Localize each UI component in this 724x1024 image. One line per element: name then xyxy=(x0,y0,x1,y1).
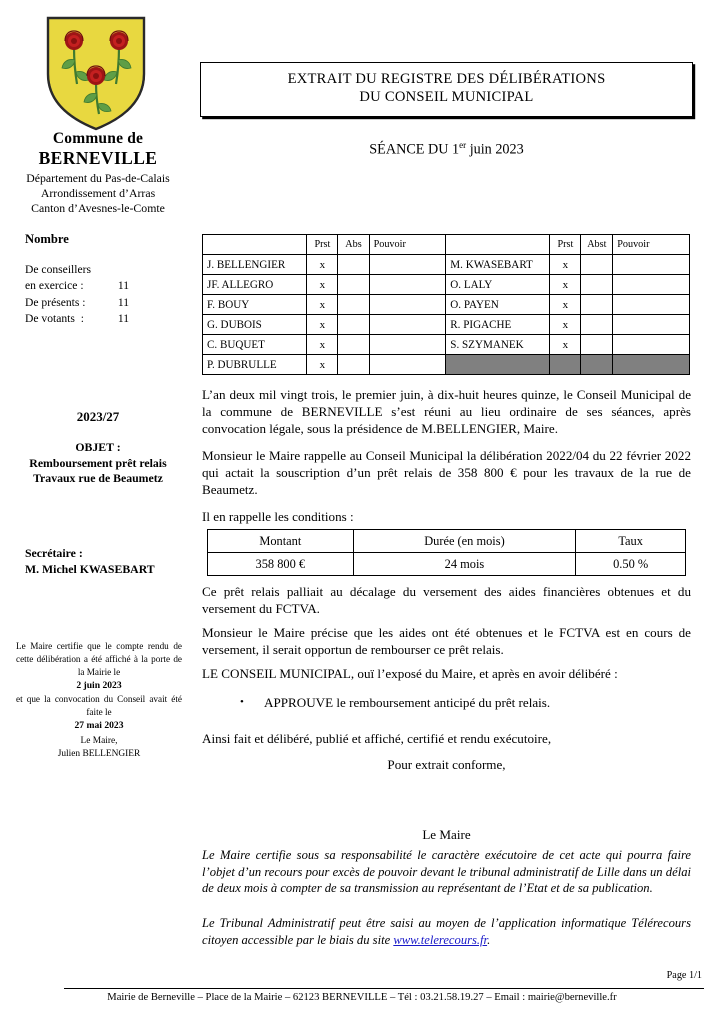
cell-right-abs xyxy=(581,295,613,315)
resolutions-list xyxy=(202,694,691,711)
page-number: Page 1/1 xyxy=(666,970,702,981)
legal-notice-paragraph-1: Le Maire certifie sous sa responsabilité le caractère exécutoire de cet acte qui pourra faire l’objet d’un recours pour excès de pouvoir devant le tribunal administratif de Lille dans un délai de deux mois à compter de sa transmission au représentant de l’Etat et de sa publication. xyxy=(202,848,691,896)
value-taux: 0.50 % xyxy=(576,553,686,576)
cell-left-name: C. BUQUET xyxy=(203,335,307,355)
cell-left-pouvoir xyxy=(369,315,446,335)
cell-left-name: JF. ALLEGRO xyxy=(203,275,307,295)
cell-left-name: G. DUBOIS xyxy=(203,315,307,335)
cell-right-prst: x xyxy=(550,275,581,295)
nombre-label-exercice: en exercice : xyxy=(25,279,84,293)
nombre-value-votants: 11 xyxy=(117,312,129,326)
certification-block xyxy=(16,640,182,733)
header-left-name xyxy=(203,235,307,255)
secretaire-name: M. Michel KWASEBART xyxy=(25,561,155,576)
cell-right-abs xyxy=(581,275,613,295)
nombre-label-presents: De présents : xyxy=(25,295,86,309)
cell-left-name: F. BOUY xyxy=(203,295,307,315)
cell-right-name: O. LALY xyxy=(446,275,550,295)
left-sidebar-column xyxy=(0,0,196,1024)
list-item xyxy=(202,694,691,711)
cell-right-name: M. KWASEBART xyxy=(446,255,550,275)
paragraph-pour-extrait: Pour extrait conforme, xyxy=(387,757,506,772)
cell-right-pouvoir xyxy=(613,275,690,295)
secretaire-block xyxy=(25,546,155,578)
table-header-row xyxy=(208,530,686,553)
header-left-prst: Prst xyxy=(307,235,338,255)
cell-right-pouvoir xyxy=(613,255,690,275)
header-right-abs: Abst xyxy=(581,235,613,255)
cell-left-prst: x xyxy=(307,315,338,335)
attendance-table-body xyxy=(203,255,690,375)
cell-right-pouvoir-empty xyxy=(613,355,690,375)
commune-canton: Canton d’Avesnes-le-Comte xyxy=(31,201,165,216)
attendance-table xyxy=(202,234,690,375)
cell-left-abs xyxy=(338,295,369,315)
legal-notice-text-before: Le Tribunal Administratif peut être saisi au moyen de l’application informatique Télérecours citoyen accessible par le biais du site xyxy=(202,916,691,947)
paragraph-precise: Monsieur le Maire précise que les aides ont été obtenues et le FCTVA est en cours de versement, il serait opportun de rembourser ce prêt relais. xyxy=(202,625,691,658)
header-right-name xyxy=(446,235,550,255)
cell-left-abs xyxy=(338,355,369,375)
cell-right-pouvoir xyxy=(613,335,690,355)
objet-line-1: Remboursement prêt relais xyxy=(29,455,167,470)
nombre-row-exercice xyxy=(25,278,129,294)
document-title-line-1: EXTRAIT DU REGISTRE DES DÉLIBÉRATIONS xyxy=(287,71,606,87)
commune-label: Commune de xyxy=(52,130,144,147)
attendance-table-head xyxy=(203,235,690,255)
certification-date-convocation: 27 mai 2023 xyxy=(74,719,124,731)
cell-left-pouvoir xyxy=(369,255,446,275)
cell-left-pouvoir xyxy=(369,335,446,355)
table-row xyxy=(203,295,690,315)
cell-right-abs xyxy=(581,335,613,355)
certification-signature-label: Le Maire, xyxy=(80,736,118,746)
commune-departement: Département du Pas-de-Calais xyxy=(26,170,170,185)
nombre-value-exercice: 11 xyxy=(117,279,129,293)
loan-conditions-body xyxy=(208,530,686,576)
certification-line-2: et que la convocation du Conseil avait été faite le xyxy=(16,693,182,717)
certification-line-1: Le Maire certifie que le compte rendu de cette délibération a été affiché à la porte de la Mairie le xyxy=(16,641,182,678)
cell-left-abs xyxy=(338,335,369,355)
header-left-abs: Abs xyxy=(338,235,369,255)
nombre-row-votants xyxy=(25,311,129,327)
seance-date xyxy=(200,140,693,159)
table-row xyxy=(203,335,690,355)
legal-notice-paragraph-2 xyxy=(202,915,691,948)
cell-right-name: O. PAYEN xyxy=(446,295,550,315)
legal-notice-text-after: . xyxy=(487,932,491,947)
nombre-intro: De conseillers xyxy=(25,263,91,276)
cell-right-prst-empty xyxy=(550,355,581,375)
header-right-pouvoir: Pouvoir xyxy=(613,235,690,255)
coat-of-arms xyxy=(44,14,148,132)
table-header-row xyxy=(203,235,690,255)
value-montant: 358 800 € xyxy=(208,553,354,576)
cell-left-abs xyxy=(338,315,369,335)
table-row xyxy=(203,255,690,275)
cell-right-pouvoir xyxy=(613,295,690,315)
cell-right-name-empty xyxy=(446,355,550,375)
bullet-icon: • xyxy=(240,696,244,708)
cell-left-prst: x xyxy=(307,295,338,315)
secretaire-label: Secrétaire : xyxy=(25,546,83,560)
main-content-column xyxy=(196,0,724,1024)
cell-left-pouvoir xyxy=(369,355,446,375)
header-duree: Durée (en mois) xyxy=(353,530,576,553)
header-taux: Taux xyxy=(576,530,686,553)
paragraph-ainsi-fait: Ainsi fait et délibéré, publié et affiché, certifié et rendu exécutoire, xyxy=(202,731,552,746)
table-row xyxy=(203,355,690,375)
objet-line-2: Travaux rue de Beaumetz xyxy=(33,471,163,486)
table-row xyxy=(203,275,690,295)
commune-arrondissement: Arrondissement d’Arras xyxy=(40,186,156,201)
cell-left-prst: x xyxy=(307,275,338,295)
nombre-label-votants: De votants : xyxy=(25,312,84,326)
legal-le-maire-heading: Le Maire xyxy=(422,827,471,842)
cell-left-name: P. DUBRULLE xyxy=(203,355,307,375)
loan-conditions-table xyxy=(207,529,686,576)
header-montant: Montant xyxy=(208,530,354,553)
cell-right-abs xyxy=(581,315,613,335)
certification-signature-name: Julien BELLENGIER xyxy=(57,749,141,760)
cell-left-pouvoir xyxy=(369,295,446,315)
telerecours-link[interactable]: www.telerecours.fr xyxy=(393,932,488,947)
commune-name: BERNEVILLE xyxy=(38,148,158,169)
nombre-row-presents xyxy=(25,295,129,311)
cell-right-prst: x xyxy=(550,255,581,275)
certification-signature xyxy=(16,735,182,762)
header-right-prst: Prst xyxy=(550,235,581,255)
deliberation-number: 2023/27 xyxy=(76,409,120,424)
cell-left-prst: x xyxy=(307,335,338,355)
document-title-box xyxy=(200,62,693,117)
cell-right-name: S. SZYMANEK xyxy=(446,335,550,355)
deliberation-objet xyxy=(0,440,196,487)
table-row xyxy=(208,553,686,576)
cell-left-abs xyxy=(338,275,369,295)
cell-left-name: J. BELLENGIER xyxy=(203,255,307,275)
cell-left-prst: x xyxy=(307,355,338,375)
cell-right-prst: x xyxy=(550,295,581,315)
paragraph-introduction: L’an deux mil vingt trois, le premier juin, à dix-huit heures quinze, le Conseil Municipal de la commune de BERNEVILLE s’est réuni au lieu ordinaire de ses séances, après convocation légale, sous la présidence de M.BELLENGIER, Maire. xyxy=(202,387,691,437)
paragraph-conseil-municipal: LE CONSEIL MUNICIPAL, ouï l’exposé du Maire, et après en avoir délibéré : xyxy=(202,666,618,681)
paragraph-rappel: Monsieur le Maire rappelle au Conseil Municipal la délibération 2022/04 du 22 février 2022 qui actait la souscription d’un prêt relais de 358 800 € pour les travaux de la rue de Beaumetz. xyxy=(202,448,691,498)
cell-right-abs xyxy=(581,255,613,275)
paragraph-pallait: Ce prêt relais palliait au décalage du versement des aides financières obtenues et du versement du FCTVA. xyxy=(202,584,691,617)
cell-left-pouvoir xyxy=(369,275,446,295)
cell-right-prst: x xyxy=(550,315,581,335)
commune-heading xyxy=(0,130,196,216)
cell-left-abs xyxy=(338,255,369,275)
cell-right-prst: x xyxy=(550,335,581,355)
value-duree: 24 mois xyxy=(353,553,576,576)
seance-prefix: SÉANCE DU 1 xyxy=(369,141,460,158)
list-item-label: APPROUVE le remboursement anticipé du prêt relais. xyxy=(264,695,551,710)
footer-divider xyxy=(64,988,704,989)
cell-right-abs-empty xyxy=(581,355,613,375)
objet-label: OBJET : xyxy=(75,440,121,454)
shield-with-three-roses-icon xyxy=(44,14,148,132)
cell-right-pouvoir xyxy=(613,315,690,335)
paragraph-conditions-intro: Il en rappelle les conditions : xyxy=(202,509,354,524)
seance-ordinal-suffix: er xyxy=(459,140,467,150)
seance-suffix: juin 2023 xyxy=(466,141,524,158)
certification-date-affichage: 2 juin 2023 xyxy=(76,680,122,692)
cell-right-name: R. PIGACHE xyxy=(446,315,550,335)
nombre-value-presents: 11 xyxy=(117,295,129,309)
nombre-heading: Nombre xyxy=(25,232,69,246)
document-title-line-2: DU CONSEIL MUNICIPAL xyxy=(359,89,534,106)
table-row xyxy=(203,315,690,335)
nombre-counts xyxy=(25,262,129,328)
footer-address: Mairie de Berneville – Place de la Mairie – 62123 BERNEVILLE – Tél : 03.21.58.19.27 – Email : mairie@berneville.fr xyxy=(107,992,617,1003)
header-left-pouvoir: Pouvoir xyxy=(369,235,446,255)
cell-left-prst: x xyxy=(307,255,338,275)
